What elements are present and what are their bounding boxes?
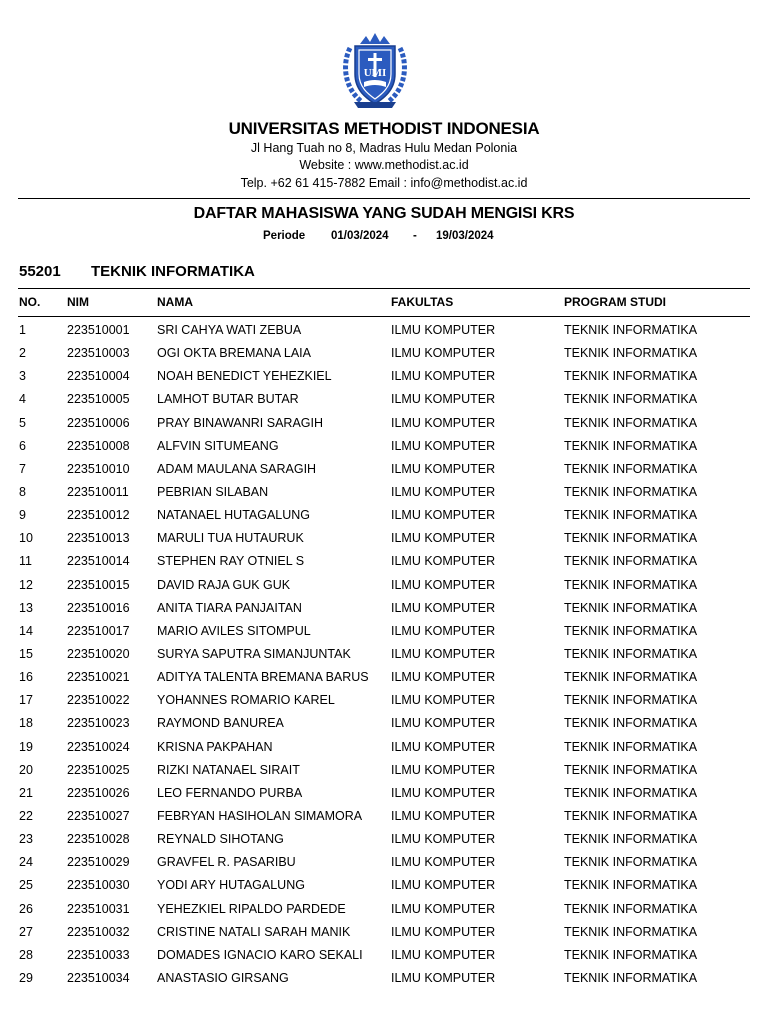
cell-no: 12 [19, 577, 33, 592]
cell-program-studi: TEKNIK INFORMATIKA [564, 646, 698, 661]
cell-program-studi: TEKNIK INFORMATIKA [564, 438, 698, 453]
cell-nim: 223510029 [67, 855, 130, 870]
table-row [0, 622, 768, 645]
cell-nama: YEHEZKIEL RIPALDO PARDEDE [157, 901, 346, 916]
table-row [0, 599, 768, 622]
cell-nim: 223510032 [67, 924, 130, 939]
cell-fakultas: ILMU KOMPUTER [391, 646, 496, 661]
cell-no: 26 [19, 901, 33, 916]
header-divider [18, 198, 750, 199]
table-row [0, 321, 768, 344]
university-contact: Telp. +62 61 415-7882 Email : info@methodist.ac.id [240, 176, 528, 190]
cell-fakultas: ILMU KOMPUTER [391, 762, 496, 777]
cell-no: 11 [19, 554, 32, 569]
cell-nama: DAVID RAJA GUK GUK [157, 577, 291, 592]
cell-fakultas: ILMU KOMPUTER [391, 438, 496, 453]
cell-nama: YODI ARY HUTAGALUNG [157, 878, 305, 893]
cell-fakultas: ILMU KOMPUTER [391, 878, 496, 893]
cell-nim: 223510005 [67, 392, 130, 407]
cell-fakultas: ILMU KOMPUTER [391, 369, 496, 384]
cell-nama: PEBRIAN SILABAN [157, 484, 269, 499]
cell-program-studi: TEKNIK INFORMATIKA [564, 947, 698, 962]
cell-nim: 223510028 [67, 832, 130, 847]
cell-nim: 223510034 [67, 970, 130, 985]
cell-program-studi: TEKNIK INFORMATIKA [564, 415, 698, 430]
cell-fakultas: ILMU KOMPUTER [391, 484, 496, 499]
cell-no: 5 [19, 415, 26, 430]
cell-fakultas: ILMU KOMPUTER [391, 716, 496, 731]
table-row [0, 529, 768, 552]
table-row [0, 969, 768, 992]
table-header-divider [18, 316, 750, 317]
cell-nim: 223510027 [67, 808, 130, 823]
cell-program-studi: TEKNIK INFORMATIKA [564, 554, 698, 569]
cell-nama: GRAVFEL R. PASARIBU [157, 855, 296, 870]
table-row [0, 876, 768, 899]
cell-program-studi: TEKNIK INFORMATIKA [564, 461, 698, 476]
cell-nim: 223510031 [67, 901, 130, 916]
cell-nama: YOHANNES ROMARIO KAREL [157, 693, 335, 708]
cell-nim: 223510013 [67, 531, 130, 546]
cell-nama: REYNALD SIHOTANG [157, 832, 284, 847]
university-address: Jl Hang Tuah no 8, Madras Hulu Medan Polonia [250, 141, 518, 155]
cell-no: 21 [19, 785, 33, 800]
cell-nama: SRI CAHYA WATI ZEBUA [157, 323, 302, 337]
cell-nama: ALFVIN SITUMEANG [157, 438, 279, 453]
table-row [0, 784, 768, 807]
cell-nama: NATANAEL HUTAGALUNG [157, 508, 311, 523]
table-row [0, 853, 768, 876]
cell-nim: 223510008 [67, 438, 130, 453]
cell-nim: 223510003 [67, 346, 130, 361]
cell-nim: 223510021 [67, 670, 130, 685]
cell-fakultas: ILMU KOMPUTER [391, 808, 496, 823]
cell-no: 18 [19, 716, 33, 731]
cell-nama: KRISNA PAKPAHAN [157, 739, 273, 754]
table-row [0, 668, 768, 691]
cell-program-studi: TEKNIK INFORMATIKA [564, 369, 698, 384]
document-title: DAFTAR MAHASISWA YANG SUDAH MENGISI KRS [193, 205, 575, 222]
cell-no: 24 [19, 855, 33, 870]
cell-nama: SURYA SAPUTRA SIMANJUNTAK [157, 646, 351, 661]
cell-program-studi: TEKNIK INFORMATIKA [564, 739, 698, 754]
table-row [0, 830, 768, 853]
cell-nim: 223510022 [67, 693, 130, 708]
cell-fakultas: ILMU KOMPUTER [391, 924, 496, 939]
cell-fakultas: ILMU KOMPUTER [391, 970, 496, 985]
cell-no: 19 [19, 739, 33, 754]
cell-fakultas: ILMU KOMPUTER [391, 600, 496, 615]
cell-no: 29 [19, 970, 33, 985]
cell-no: 3 [19, 369, 26, 384]
cell-program-studi: TEKNIK INFORMATIKA [564, 531, 698, 546]
cell-fakultas: ILMU KOMPUTER [391, 554, 496, 569]
cell-no: 27 [19, 924, 33, 939]
cell-nim: 223510033 [67, 947, 130, 962]
cell-nama: ANASTASIO GIRSANG [157, 970, 289, 985]
column-header-fakultas: FAKULTAS [391, 295, 454, 309]
cell-fakultas: ILMU KOMPUTER [391, 785, 496, 800]
table-row [0, 437, 768, 460]
cell-fakultas: ILMU KOMPUTER [391, 855, 496, 870]
cell-nim: 223510030 [67, 878, 130, 893]
cell-no: 15 [19, 646, 33, 661]
university-name: UNIVERSITAS METHODIST INDONESIA [228, 119, 540, 138]
cell-no: 10 [19, 531, 33, 546]
cell-nama: RAYMOND BANUREA [157, 716, 284, 731]
cell-program-studi: TEKNIK INFORMATIKA [564, 508, 698, 523]
cell-no: 9 [19, 508, 26, 523]
table-row [0, 414, 768, 437]
cell-nim: 223510026 [67, 785, 130, 800]
cell-no: 28 [19, 947, 33, 962]
cell-program-studi: TEKNIK INFORMATIKA [564, 670, 698, 685]
cell-program-studi: TEKNIK INFORMATIKA [564, 808, 698, 823]
cell-program-studi: TEKNIK INFORMATIKA [564, 762, 698, 777]
cell-no: 14 [19, 623, 33, 638]
cell-nim: 223510006 [67, 415, 130, 430]
table-row [0, 946, 768, 969]
cell-nim: 223510017 [67, 623, 130, 638]
periode-start-date: 01/03/2024 [331, 230, 389, 242]
cell-fakultas: ILMU KOMPUTER [391, 693, 496, 708]
cell-program-studi: TEKNIK INFORMATIKA [564, 392, 698, 407]
table-row [0, 460, 768, 483]
cell-fakultas: ILMU KOMPUTER [391, 947, 496, 962]
cell-program-studi: TEKNIK INFORMATIKA [564, 901, 698, 916]
crest-monogram: UMI [363, 67, 387, 79]
cell-program-studi: TEKNIK INFORMATIKA [564, 785, 698, 800]
cell-no: 1 [19, 323, 26, 337]
cell-nim: 223510016 [67, 600, 130, 615]
cell-nim: 223510023 [67, 716, 130, 731]
cell-nim: 223510024 [67, 739, 130, 754]
table-row [0, 576, 768, 599]
cell-nama: DOMADES IGNACIO KARO SEKALI [157, 947, 363, 962]
cell-no: 16 [19, 670, 33, 685]
program-name: TEKNIK INFORMATIKA [91, 263, 255, 280]
table-row [0, 807, 768, 830]
cell-nim: 223510001 [67, 323, 130, 337]
table-row [0, 761, 768, 784]
cell-nim: 223510004 [67, 369, 130, 384]
column-header-nama: NAMA [157, 295, 193, 309]
cell-nim: 223510011 [67, 484, 129, 499]
cell-no: 7 [19, 461, 26, 476]
cell-fakultas: ILMU KOMPUTER [391, 577, 496, 592]
cell-no: 22 [19, 808, 33, 823]
cell-no: 17 [19, 693, 33, 708]
cell-fakultas: ILMU KOMPUTER [391, 901, 496, 916]
cell-program-studi: TEKNIK INFORMATIKA [564, 484, 698, 499]
cell-program-studi: TEKNIK INFORMATIKA [564, 623, 698, 638]
cell-no: 13 [19, 600, 33, 615]
cell-program-studi: TEKNIK INFORMATIKA [564, 600, 698, 615]
table-row [0, 506, 768, 529]
cell-nama: STEPHEN RAY OTNIEL S [157, 554, 305, 569]
cell-nama: LAMHOT BUTAR BUTAR [157, 392, 299, 407]
column-header-no: NO. [19, 295, 41, 309]
cell-nama: OGI OKTA BREMANA LAIA [157, 346, 311, 361]
cell-fakultas: ILMU KOMPUTER [391, 739, 496, 754]
cell-nama: MARULI TUA HUTAURUK [157, 531, 304, 546]
table-row [0, 552, 768, 575]
cell-program-studi: TEKNIK INFORMATIKA [564, 855, 698, 870]
cell-program-studi: TEKNIK INFORMATIKA [564, 716, 698, 731]
cell-program-studi: TEKNIK INFORMATIKA [564, 693, 698, 708]
column-header-nim: NIM [67, 295, 89, 309]
table-row [0, 344, 768, 367]
cell-nim: 223510025 [67, 762, 130, 777]
table-row [0, 738, 768, 761]
table-row [0, 483, 768, 506]
table-row [0, 645, 768, 668]
cell-fakultas: ILMU KOMPUTER [391, 415, 496, 430]
cell-no: 6 [19, 438, 26, 453]
cell-fakultas: ILMU KOMPUTER [391, 832, 496, 847]
table-row [0, 900, 768, 923]
cell-fakultas: ILMU KOMPUTER [391, 392, 496, 407]
cell-program-studi: TEKNIK INFORMATIKA [564, 832, 698, 847]
table-top-divider [18, 288, 750, 289]
cell-nama: RIZKI NATANAEL SIRAIT [157, 762, 300, 777]
cell-program-studi: TEKNIK INFORMATIKA [564, 323, 698, 337]
university-website: Website : www.methodist.ac.id [299, 158, 469, 172]
cell-no: 4 [19, 392, 26, 407]
periode-label: Periode [263, 230, 306, 242]
student-table-body [0, 321, 768, 992]
periode-end-date: 19/03/2024 [436, 230, 494, 242]
cell-nim: 223510012 [67, 508, 130, 523]
periode-separator: - [413, 230, 417, 242]
cell-fakultas: ILMU KOMPUTER [391, 623, 496, 638]
cell-program-studi: TEKNIK INFORMATIKA [564, 924, 698, 939]
university-crest-logo [340, 30, 410, 112]
cell-fakultas: ILMU KOMPUTER [391, 346, 496, 361]
table-row [0, 691, 768, 714]
cell-nama: MARIO AVILES SITOMPUL [157, 623, 311, 638]
column-header-program-studi: PROGRAM STUDI [564, 295, 666, 309]
cell-nama: NOAH BENEDICT YEHEZKIEL [157, 369, 332, 384]
table-row [0, 367, 768, 390]
cell-nim: 223510010 [67, 461, 130, 476]
cell-nim: 223510015 [67, 577, 130, 592]
cell-program-studi: TEKNIK INFORMATIKA [564, 577, 698, 592]
cell-nim: 223510020 [67, 646, 130, 661]
cell-fakultas: ILMU KOMPUTER [391, 508, 496, 523]
cell-nama: PRAY BINAWANRI SARAGIH [157, 415, 324, 430]
cell-nama: LEO FERNANDO PURBA [157, 785, 303, 800]
table-row [0, 390, 768, 413]
program-code: 55201 [19, 263, 61, 280]
cell-program-studi: TEKNIK INFORMATIKA [564, 970, 698, 985]
cell-no: 20 [19, 762, 33, 777]
cell-nama: ANITA TIARA PANJAITAN [157, 600, 302, 615]
table-row [0, 714, 768, 737]
cell-no: 2 [19, 346, 26, 361]
table-row [0, 923, 768, 946]
cell-nama: CRISTINE NATALI SARAH MANIK [157, 924, 351, 939]
cell-fakultas: ILMU KOMPUTER [391, 461, 496, 476]
cell-nama: FEBRYAN HASIHOLAN SIMAMORA [157, 808, 363, 823]
cell-program-studi: TEKNIK INFORMATIKA [564, 878, 698, 893]
cell-fakultas: ILMU KOMPUTER [391, 670, 496, 685]
cell-fakultas: ILMU KOMPUTER [391, 323, 496, 337]
cell-nim: 223510014 [67, 554, 130, 569]
cell-no: 8 [19, 484, 26, 499]
cell-fakultas: ILMU KOMPUTER [391, 531, 496, 546]
cell-nama: ADITYA TALENTA BREMANA BARUS [157, 670, 369, 685]
cell-program-studi: TEKNIK INFORMATIKA [564, 346, 698, 361]
cell-no: 25 [19, 878, 33, 893]
cell-no: 23 [19, 832, 33, 847]
cell-nama: ADAM MAULANA SARAGIH [157, 461, 317, 476]
